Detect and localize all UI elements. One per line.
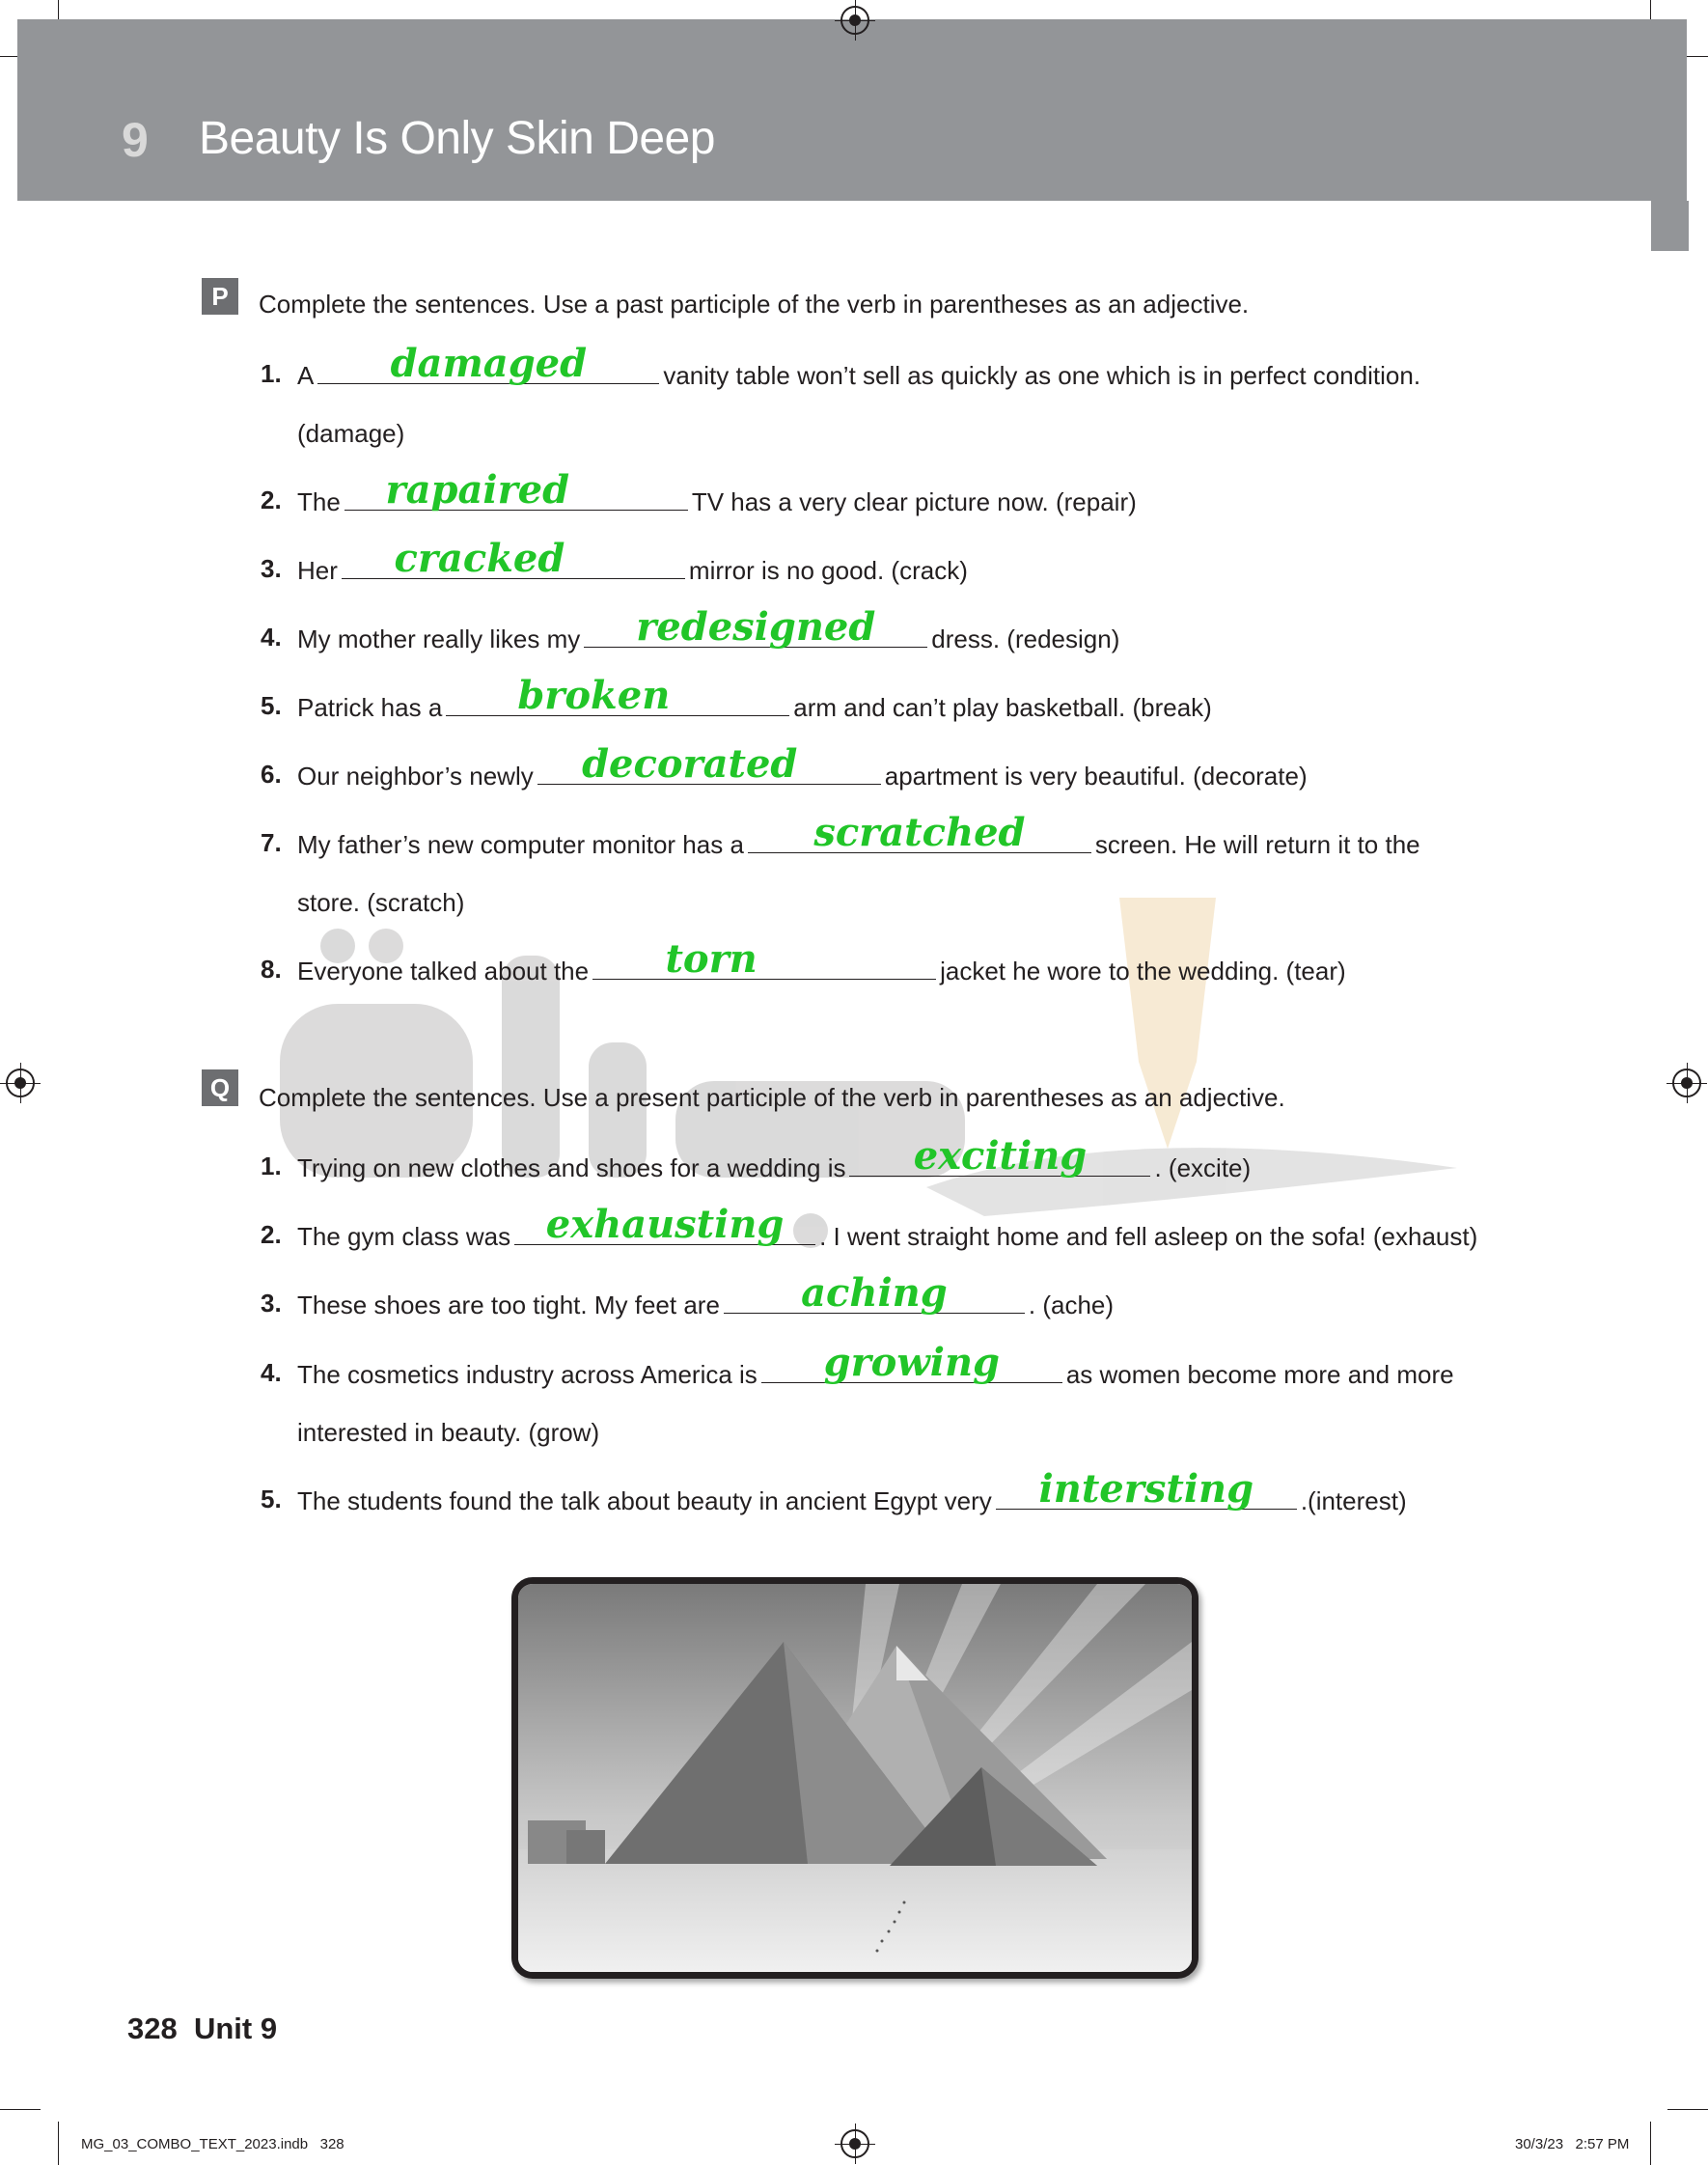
item-text-before: A <box>297 361 315 390</box>
item-text-before: Patrick has a <box>297 693 443 722</box>
unit-number: 9 <box>122 113 149 167</box>
item-number: 1. <box>261 1152 282 1180</box>
answer-blank[interactable] <box>724 1270 1025 1316</box>
print-slug: MG_03_COMBO_TEXT_2023.indb 328 <box>81 2136 344 2152</box>
item-number: 2. <box>261 1220 282 1249</box>
item-text-after: apartment is very beautiful. (decorate) <box>884 762 1308 791</box>
item-text-after: .(interest) <box>1300 1486 1407 1515</box>
handwritten-answer: growing <box>823 1340 1001 1385</box>
pyramids-illustration <box>518 1584 1192 1972</box>
item-text-after: arm and can’t play basketball. (break) <box>793 693 1212 722</box>
section-q-badge: Q <box>202 1069 238 1106</box>
item-text-before: The cosmetics industry across America is <box>297 1360 758 1389</box>
page-title: Beauty Is Only Skin Deep <box>199 113 715 164</box>
answer-blank[interactable] <box>344 467 688 513</box>
crop-mark <box>1667 2109 1708 2110</box>
item-number: 6. <box>261 760 282 789</box>
section-q-instruction: Complete the sentences. Use a present participle of the verb in parentheses as an adjective. <box>259 1083 1285 1112</box>
registration-mark-icon <box>840 6 869 35</box>
pyramids-photo <box>511 1577 1198 1979</box>
item-text-after: mirror is no good. (crack) <box>688 556 968 585</box>
answer-blank[interactable] <box>342 536 685 581</box>
item-text-before: My father’s new computer monitor has a <box>297 830 744 859</box>
item-text-after: jacket he wore to the wedding. (tear) <box>940 957 1346 985</box>
page-folio: 328 Unit 9 <box>127 2012 278 2045</box>
section-p-badge: P <box>202 278 238 315</box>
item-text-after: screen. He will return it to the <box>1094 830 1420 859</box>
answer-blank[interactable] <box>584 604 927 650</box>
handwritten-answer: exhausting <box>545 1202 785 1247</box>
item-text-before: Trying on new clothes and shoes for a wedding is <box>297 1153 846 1182</box>
item-number: 4. <box>261 1358 282 1387</box>
item-text-after: vanity table won’t sell as quickly as one which is in perfect condition. <box>663 361 1421 390</box>
crop-mark <box>0 2109 41 2110</box>
registration-mark-icon <box>1672 1069 1701 1097</box>
item-number: 4. <box>261 623 282 652</box>
item-text-after: . (excite) <box>1154 1153 1252 1182</box>
item-text-after: . (ache) <box>1028 1291 1115 1319</box>
item-number: 5. <box>261 691 282 720</box>
crop-mark <box>1650 2122 1651 2165</box>
section-p-instruction: Complete the sentences. Use a past participle of the verb in parentheses as an adjective. <box>259 290 1250 319</box>
answer-blank[interactable] <box>537 741 881 787</box>
header-tab <box>1651 201 1689 251</box>
handwritten-answer: redesigned <box>636 604 876 650</box>
item-text-before: The students found the talk about beauty in ancient Egypt very <box>297 1486 992 1515</box>
answer-blank[interactable] <box>514 1202 815 1247</box>
answer-blank[interactable] <box>592 936 936 982</box>
handwritten-answer: aching <box>801 1270 948 1316</box>
handwritten-answer: broken <box>517 673 671 718</box>
answer-blank[interactable] <box>317 341 659 386</box>
handwritten-answer: cracked <box>394 536 565 581</box>
header-band <box>17 19 1687 201</box>
registration-mark-icon <box>6 1069 35 1097</box>
handwritten-answer: intersting <box>1038 1466 1254 1512</box>
handwritten-answer: decorated <box>582 741 798 787</box>
handwritten-answer: damaged <box>390 341 588 386</box>
item-number: 8. <box>261 955 282 984</box>
item-number: 1. <box>261 359 282 388</box>
item-text-after: . I went straight home and fell asleep on the sofa! (exhaust) <box>819 1222 1478 1251</box>
item-text-after: as women become more and more <box>1065 1360 1454 1389</box>
answer-blank[interactable] <box>996 1466 1297 1512</box>
item-text-after: dress. (redesign) <box>931 625 1120 653</box>
answer-blank[interactable] <box>748 810 1091 855</box>
handwritten-answer: torn <box>665 936 758 982</box>
item-text-continuation: interested in beauty. (grow) <box>297 1418 600 1447</box>
item-number: 3. <box>261 1289 282 1318</box>
crop-mark <box>58 2122 59 2165</box>
registration-mark-icon <box>840 2129 869 2158</box>
item-number: 3. <box>261 554 282 583</box>
item-number: 5. <box>261 1485 282 1513</box>
answer-blank[interactable] <box>761 1340 1062 1385</box>
print-timestamp: 30/3/23 2:57 PM <box>1515 2136 1630 2152</box>
item-text-before: Everyone talked about the <box>297 957 590 985</box>
handwritten-answer: exciting <box>913 1133 1088 1179</box>
answer-blank[interactable] <box>849 1133 1150 1179</box>
item-number: 2. <box>261 486 282 514</box>
handwritten-answer: scratched <box>813 810 1026 855</box>
item-number: 7. <box>261 828 282 857</box>
item-text-before: These shoes are too tight. My feet are <box>297 1291 720 1319</box>
item-text-before: Our neighbor’s newly <box>297 762 534 791</box>
handwritten-answer: rapaired <box>385 467 570 513</box>
item-text-continuation: (damage) <box>297 419 405 448</box>
item-text-before: Her <box>297 556 338 585</box>
item-text-before: My mother really likes my <box>297 625 581 653</box>
item-text-after: TV has a very clear picture now. (repair) <box>691 487 1137 516</box>
item-text-before: The <box>297 487 341 516</box>
item-text-before: The gym class was <box>297 1222 511 1251</box>
item-text-continuation: store. (scratch) <box>297 888 465 917</box>
answer-blank[interactable] <box>446 673 789 718</box>
